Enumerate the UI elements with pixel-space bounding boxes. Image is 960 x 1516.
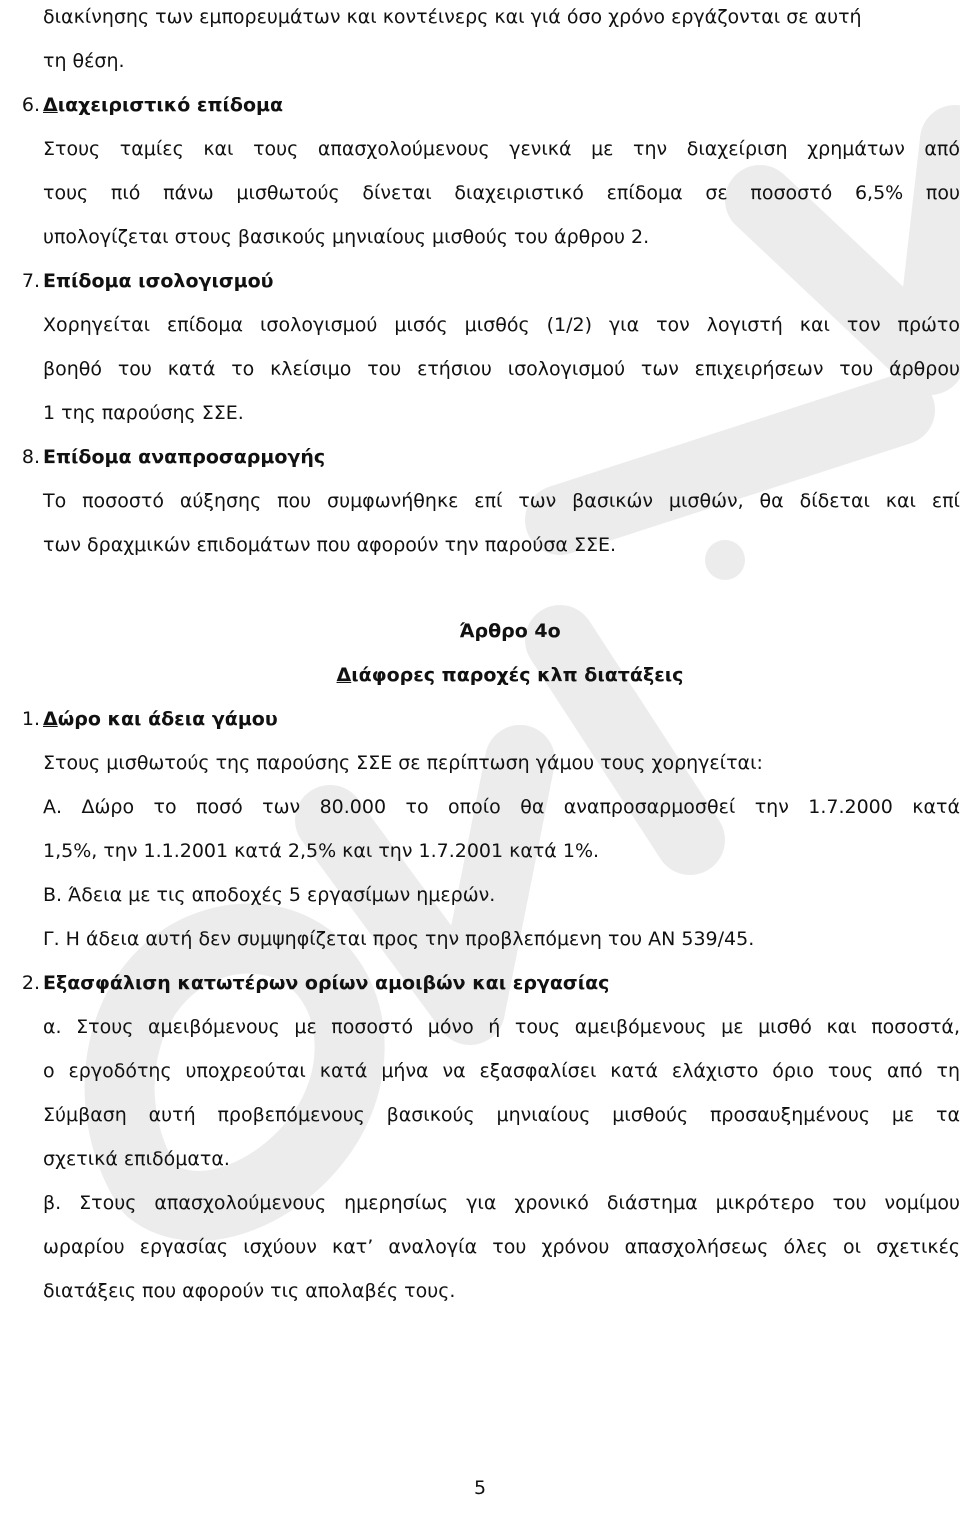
text-line: Στους μισθωτούς της παρούσης ΣΣΕ σε περίπτωση γάμου τους χορηγείται:: [43, 752, 763, 774]
item-number: 8.: [21, 446, 40, 468]
section-heading: Επίδομα αναπροσαρμογής: [43, 446, 326, 468]
text-line: 1 της παρούσης ΣΣΕ.: [43, 402, 244, 424]
heading-initial: Δ: [43, 708, 58, 730]
page-number: 5: [473, 1477, 487, 1499]
text-line: διακίνησης των εμπορευμάτων και κοντέινερς και γιά όσο χρόνο εργάζονται σε αυτή: [43, 6, 862, 28]
text-line: α. Στους αμειβόμενους με ποσοστό μόνο ή τους αμειβόμενους με μισθό και ποσοστά,: [43, 1016, 960, 1038]
article-subtitle: [0, 661, 960, 689]
text-line: Στους ταμίες και τους απασχολούμενους γενικά με την διαχείριση χρημάτων από: [43, 138, 960, 160]
section-heading: Εξασφάλιση κατωτέρων ορίων αμοιβών και εργασίας: [43, 972, 610, 994]
item-number: 6.: [21, 94, 40, 116]
text-line: βοηθό του κατά το κλείσιμο του ετήσιου ισολογισμού των επιχειρήσεων του άρθρου: [43, 358, 960, 380]
article-title: Άρθρο 4ο: [459, 620, 561, 642]
section-heading: [43, 92, 960, 118]
section-heading: Επίδομα ισολογισμού: [43, 270, 274, 292]
text-line: σχετικά επιδόματα.: [43, 1148, 230, 1170]
text-line: ωραρίου εργασίας ισχύουν κατ’ αναλογία του χρόνου απασχολήσεως όλες οι σχετικές: [43, 1236, 960, 1258]
text-line: διατάξεις που αφορούν τις απολαβές τους.: [43, 1280, 456, 1302]
text-line: β. Στους απασχολούμενους ημερησίως για χρονικό διάστημα μικρότερο του νομίμου: [43, 1192, 960, 1214]
text-line: Το ποσοστό αύξησης που συμφωνήθηκε επί των βασικών μισθών, θα δίδεται και επί: [43, 490, 960, 512]
item-number: 7.: [21, 270, 40, 292]
item-number: 1.: [21, 708, 40, 730]
text-line: των δραχμικών επιδομάτων που αφορούν την παρούσα ΣΣΕ.: [43, 534, 617, 556]
text-line: ο εργοδότης υποχρεούται κατά μήνα να εξασφαλίσει κατά ελάχιστο όριο τους από τη: [43, 1060, 960, 1082]
item-number: 2.: [21, 972, 40, 994]
heading-initial: Δ: [43, 94, 58, 116]
text-line: υπολογίζεται στους βασικούς μηνιαίους μισθούς του άρθρου 2.: [43, 226, 650, 248]
section-heading: [43, 706, 960, 732]
subtitle-initial: Δ: [336, 664, 352, 686]
heading-text: ώρο και άδεια γάμου: [57, 708, 278, 730]
text-line: Σύμβαση αυτή προβεπόμενους βασικούς μηνιαίους μισθούς προσαυξημένους με τα: [43, 1104, 960, 1126]
text-line: Β. Άδεια με τις αποδοχές 5 εργασίμων ημερών.: [43, 884, 496, 906]
text-line: Α. Δώρο το ποσό των 80.000 το οποίο θα αναπροσαρμοσθεί την 1.7.2000 κατά: [43, 796, 960, 818]
text-line: 1,5%, την 1.1.2001 κατά 2,5% και την 1.7.2001 κατά 1%.: [43, 840, 600, 862]
text-line: Χορηγείται επίδομα ισολογισμού μισός μισθός (1/2) για τον λογιστή και τον πρώτο: [43, 314, 960, 336]
text-line: Γ. Η άδεια αυτή δεν συμψηφίζεται προς την προβλεπόμενη του ΑΝ 539/45.: [43, 928, 755, 950]
text-line: τους πιό πάνω μισθωτούς δίνεται διαχειριστικό επίδομα σε ποσοστό 6,5% που: [43, 182, 960, 204]
heading-text: ιαχειριστικό επίδομα: [57, 94, 284, 116]
text-line: τη θέση.: [43, 50, 125, 72]
subtitle-text: ιάφορες παροχές κλπ διατάξεις: [351, 664, 684, 686]
